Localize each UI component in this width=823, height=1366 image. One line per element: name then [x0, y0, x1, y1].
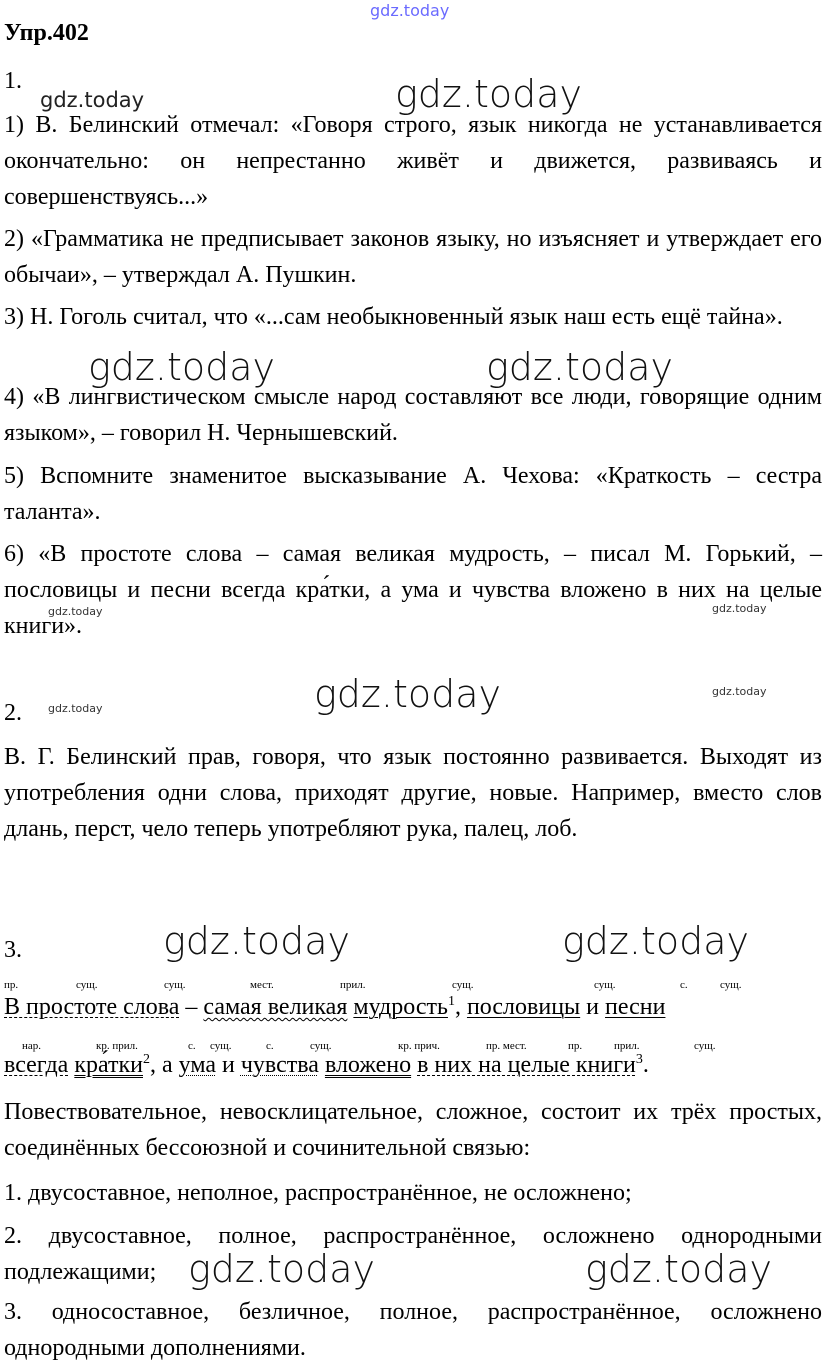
punctuation: . — [642, 1052, 649, 1078]
pos-label: пр. — [4, 979, 19, 991]
pos-label: пр. мест. — [486, 1040, 527, 1052]
watermark: gdz.today — [163, 919, 350, 963]
object: ума — [178, 1052, 217, 1078]
predicate: кра́тки — [74, 1052, 143, 1078]
pos-annotations-line1 — [4, 979, 822, 993]
section-number: 3. — [4, 937, 22, 963]
watermark: gdz.today — [562, 919, 749, 963]
watermark: gdz.today — [314, 672, 501, 716]
pos-label: нар. — [22, 1040, 42, 1052]
pos-label: с. — [680, 979, 688, 991]
object: чувства — [240, 1052, 319, 1078]
punctuation: , а — [150, 1052, 179, 1078]
subject: мудрость — [353, 994, 448, 1020]
clause-description: 1. двусоставное, неполное, распространённое, не осложнено; — [4, 1180, 632, 1206]
watermark: gdz.today — [486, 345, 673, 389]
clause-index: 2 — [143, 1052, 150, 1067]
conjunction: и — [580, 994, 606, 1020]
watermark: gdz.today — [188, 1247, 375, 1291]
conjunction: и — [216, 1052, 241, 1078]
watermark: gdz.today — [40, 88, 145, 112]
pos-label: сущ. — [76, 979, 98, 991]
adverbial: в них на целые книги — [417, 1052, 636, 1078]
clause-description: 2. двусоставное, полное, распространённое, осложнено однородными подлежащими; — [4, 1223, 822, 1285]
pos-label: кр. прил. — [96, 1040, 138, 1052]
clause-index: 3 — [635, 1052, 643, 1067]
analyzed-sentence-line1 — [4, 994, 665, 1021]
attribute: самая великая — [203, 994, 348, 1020]
predicate: вложено — [324, 1052, 412, 1078]
section-text: В. Г. Белинский прав, говоря, что язык постоянно развивается. Выходят из употребления одни слова, приходят другие, новые. Например, вместо слов длань, перст, чело теперь употребляют рука, палец, лоб. — [4, 744, 822, 842]
watermark: gdz.today — [88, 345, 275, 389]
quote-item: 6) «В простоте слова – самая великая мудрость, – писал М. Горький, – пословицы и песни всегда кра́тки, а ума и чувства вложено в них на целые книги». — [4, 541, 822, 639]
analysis-text: Повествовательное, невосклицательное, сложное, состоит их трёх простых, соединённых бессоюзной и сочинительной связью: — [4, 1099, 822, 1161]
adverbial: В простоте слова — [4, 994, 180, 1020]
pos-label: сущ. — [720, 979, 742, 991]
pos-label: пр. — [568, 1040, 583, 1052]
punctuation: , — [454, 994, 467, 1020]
quote-item: 4) «В лингвистическом смысле народ составляют все люди, говорящие одним языком», – говорил Н. Чернышевский. — [4, 384, 822, 446]
pos-label: сущ. — [694, 1040, 716, 1052]
pos-label: прил. — [614, 1040, 640, 1052]
pos-label: сущ. — [164, 979, 186, 991]
pos-label: сущ. — [210, 1040, 232, 1052]
section-number: 2. — [4, 700, 22, 726]
quote-item: 1) В. Белинский отмечал: «Говоря строго, язык никогда не устанавливается окончательно: он непрестанно живёт и движется, развиваясь и совершенствуясь...» — [4, 112, 822, 210]
adverbial: всегда — [4, 1052, 69, 1078]
clause-index: 1 — [447, 994, 455, 1009]
analyzed-sentence-line2 — [4, 1052, 649, 1079]
pos-label: мест. — [250, 979, 274, 991]
quote-item: 2) «Грамматика не предписывает законов языку, но изъясняет и утверждает его обычаи», – утверждал А. Пушкин. — [4, 226, 822, 288]
pos-label: сущ. — [310, 1040, 332, 1052]
pos-label: с. — [266, 1040, 274, 1052]
watermark: gdz.today — [48, 605, 103, 618]
quote-item: 3) Н. Гоголь считал, что «...сам необыкновенный язык наш есть ещё тайна». — [4, 304, 783, 330]
pos-label: с. — [188, 1040, 196, 1052]
pos-label: прил. — [340, 979, 366, 991]
page-title: Упр.402 — [4, 20, 89, 46]
watermark: gdz.today — [712, 685, 767, 698]
watermark-top: gdz.today — [370, 1, 450, 20]
pos-label: сущ. — [594, 979, 616, 991]
watermark: gdz.today — [395, 72, 582, 116]
watermark: gdz.today — [48, 702, 103, 715]
punctuation: – — [179, 994, 204, 1020]
subject: песни — [605, 994, 666, 1020]
clause-description: 3. односоставное, безличное, полное, распространённое, осложнено однородными дополнениями. — [4, 1299, 822, 1361]
subject: пословицы — [466, 994, 581, 1020]
pos-label: сущ. — [452, 979, 474, 991]
pos-label: кр. прич. — [398, 1040, 440, 1052]
quote-item: 5) Вспомните знаменитое высказывание А. Чехова: «Краткость – сестра таланта». — [4, 463, 822, 525]
watermark: gdz.today — [585, 1247, 772, 1291]
watermark: gdz.today — [712, 602, 767, 615]
section-number: 1. — [4, 68, 22, 94]
